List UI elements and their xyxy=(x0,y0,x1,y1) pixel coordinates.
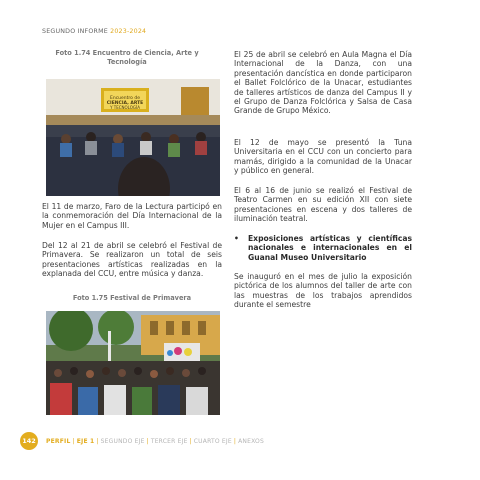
left-paragraph-1: El 11 de marzo, Faro de la Lectura participó en la conmemoración del Día Internacional de la Mujer en el Campus III. xyxy=(42,202,222,230)
page-number-badge: 142 xyxy=(20,432,38,450)
event-auditorium-image xyxy=(46,79,220,196)
right-paragraph-4: Se inauguró en el mes de julio la exposición pictórica de los alumnos del taller de arte con las muestras de los trabajos aprendidos durante el semestre xyxy=(234,272,412,310)
footer-nav-segundo[interactable]: SEGUNDO EJE xyxy=(100,438,145,445)
photo-caption-1: Foto 1.74 Encuentro de Ciencia, Arte y Tecnología xyxy=(55,49,199,66)
banner-text-2: CIENCIA, ARTE xyxy=(106,101,144,106)
footer-nav: PERFIL | EJE 1 | SEGUNDO EJE | TERCER EJE | CUARTO EJE | ANEXOS xyxy=(46,438,264,445)
report-year: 2023-2024 xyxy=(110,28,147,35)
footer-nav-anexos[interactable]: ANEXOS xyxy=(238,438,264,445)
right-paragraph-3: El 6 al 16 de junio se realizó el Festival de Teatro Carmen en su edición XII con siete presentaciones en escena y dos talleres de iluminación teatral. xyxy=(234,186,412,224)
banner-text-3: Y TECNOLOGÍA xyxy=(110,105,140,110)
report-title: SEGUNDO INFORME xyxy=(42,28,108,35)
bullet-exhibitions xyxy=(234,234,412,262)
photo-caption-2: Foto 1.75 Festival de Primavera xyxy=(72,294,192,302)
bullet-dot: • xyxy=(234,234,239,243)
right-paragraph-1: El 25 de abril se celebró en Aula Magna el Día Internacional de la Danza, con una presentación dancística en donde participaron el Ballet Folclórico de la Unacar, estudiantes de talleres artísticos de danza del Campus II y el Grupo de Danza Folclórica y Salsa de Casa Grande de Grupo México. xyxy=(234,50,412,116)
photo-spring-festival xyxy=(46,311,220,415)
footer-nav-tercer[interactable]: TERCER EJE xyxy=(150,438,188,445)
photo-science-art-tech xyxy=(46,79,220,196)
footer-nav-cuarto[interactable]: CUARTO EJE xyxy=(193,438,232,445)
left-paragraph-2: Del 12 al 21 de abril se celebró el Festival de Primavera. Se realizaron un total de seis presentaciones artísticas realizadas en la explanada del CCU, entre música y danza. xyxy=(42,241,222,279)
footer-nav-perfil[interactable]: PERFIL xyxy=(46,438,71,445)
banner-text-1: Encuentro de xyxy=(110,96,140,101)
footer-nav-eje1[interactable]: EJE 1 xyxy=(76,438,95,445)
right-paragraph-2: El 12 de mayo se presentó la Tuna Universitaria en el CCU con un concierto para mamás, dirigido a la comunidad de la Unacar y público en general. xyxy=(234,138,412,176)
bullet-text: Exposiciones artísticas y científicas nacionales e internacionales en el Guanal Museo Universitario xyxy=(248,234,412,262)
spring-festival-image xyxy=(46,311,220,415)
report-header xyxy=(42,28,146,35)
